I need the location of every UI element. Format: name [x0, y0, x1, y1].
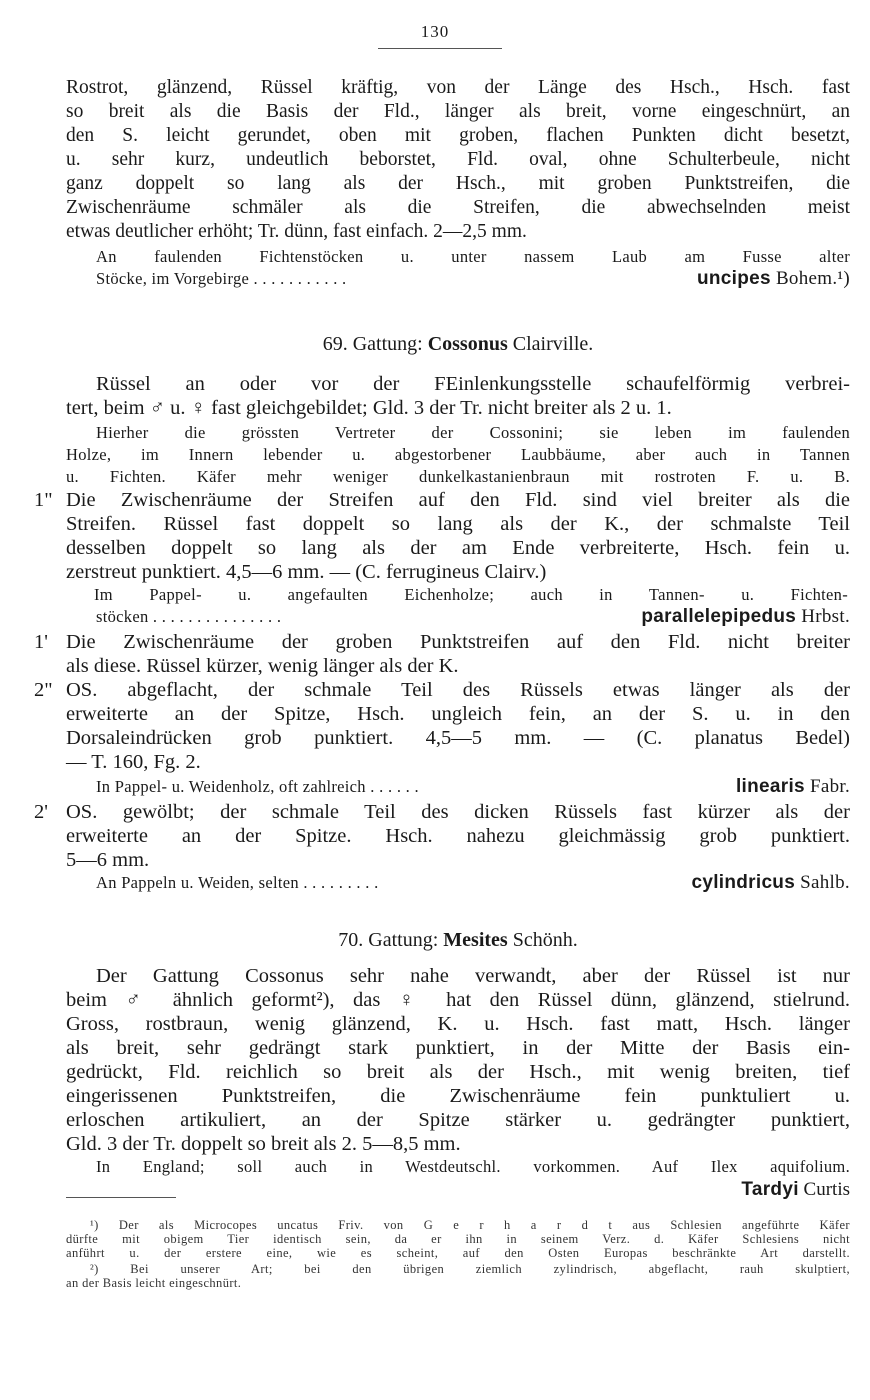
key-line: als diese. Rüssel kürzer, wenig länger als der K. [66, 655, 459, 677]
key-line: Die Zwischenräume der Streifen auf den Fld. sind viel breiter als die [66, 489, 850, 511]
species-author: Sahlb. [800, 872, 850, 893]
species-name: uncipes [696, 268, 771, 289]
key-line: Dorsaleindrücken grob punktiert. 4,5—5 mm. — (C. planatus Bedel) [66, 727, 850, 749]
species-author: Hrbst. [801, 606, 850, 627]
note-line: Hierher die grössten Vertreter der Cossonini; sie leben im faulenden [96, 423, 850, 442]
text-line: u. sehr kurz, undeutlich beborstet, Fld. oval, ohne Schulterbeule, nicht [66, 149, 850, 170]
habitat-line: Im Pappel- u. angefaulten Eichenholze; auch in Tannen- u. Fichten- [94, 585, 848, 604]
footnote-rule [66, 1197, 176, 1198]
species-line [66, 268, 850, 290]
genus-heading [66, 332, 850, 356]
text-line: tert, beim ♂ u. ♀ fast gleichgebildet; Gld. 3 der Tr. nicht breiter als 2 u. 1. [66, 397, 672, 419]
key-line: erweiterte an der Spitze. Hsch. nahezu gleichmässig grob punktiert. [66, 825, 850, 847]
key-line: OS. gewölbt; der schmale Teil des dicken Rüssels fast kürzer als der [66, 801, 850, 823]
text-line: Der Gattung Cossonus sehr nahe verwandt, aber der Rüssel ist nur [96, 965, 850, 987]
species-author: Fabr. [809, 776, 850, 797]
species-leader: stöcken . . . . . . . . . . . . . . . [96, 607, 282, 626]
species-name: parallelepipedus [641, 606, 797, 627]
key-label: 1" [34, 489, 53, 511]
key-label: 1' [34, 631, 48, 653]
key-line: OS. abgeflacht, der schmale Teil des Rüssels etwas länger als der [66, 679, 850, 701]
genus-name: Cossonus [427, 333, 508, 355]
key-line: — T. 160, Fg. 2. [66, 751, 201, 773]
genus-heading [66, 928, 850, 952]
species-leader: Stöcke, im Vorgebirge . . . . . . . . . . . [96, 269, 347, 288]
key-line: erweiterte an der Spitze, Hsch. ungleich fein, an der S. u. in den [66, 703, 850, 725]
text-line: ganz doppelt so lang als der Hsch., mit groben Punktstreifen, die [66, 173, 850, 194]
habitat-line: In England; soll auch in Westdeutschl. vorkommen. Auf Ilex aquifolium. [96, 1157, 850, 1176]
key-line: Die Zwischenräume der groben Punktstreifen auf den Fld. nicht breiter [66, 631, 850, 653]
key-line: zerstreut punktiert. 4,5—6 mm. — (C. ferrugineus Clairv.) [66, 561, 547, 583]
species-line [66, 776, 850, 798]
key-line: desselben doppelt so lang als der am Ende verbreiterte, Hsch. fein u. [66, 537, 850, 559]
genus-number: 70. Gattung: [338, 929, 439, 951]
species-name: cylindricus [691, 872, 796, 893]
species-leader: In Pappel- u. Weidenholz, oft zahlreich . . . . . . [96, 777, 419, 796]
species-line [66, 606, 850, 628]
species-line [66, 1178, 850, 1202]
text-line: Zwischenräume schmäler als die Streifen, die abwechselnden meist [66, 197, 850, 218]
species-author: Curtis [803, 1179, 850, 1200]
note-line: u. Fichten. Käfer mehr weniger dunkelkastanienbraun mit rostroten F. u. B. [66, 467, 850, 486]
key-line: Streifen. Rüssel fast doppelt so lang als der K., der schmalste Teil [66, 513, 850, 535]
footnote-line: ²) Bei unserer Art; bei den übrigen ziemlich zylindrisch, abgeflacht, rauh skulptiert, [90, 1262, 850, 1276]
genus-number: 69. Gattung: [322, 333, 423, 355]
text-line: erloschen artikuliert, an der Spitze stärker u. gedrängter punktiert, [66, 1109, 850, 1131]
text-line: etwas deutlicher erhöht; Tr. dünn, fast einfach. 2—2,5 mm. [66, 221, 527, 242]
text-line: den S. leicht gerundet, oben mit groben, flachen Punkten dicht besetzt, [66, 125, 850, 146]
key-label: 2' [34, 801, 48, 823]
species-line [66, 872, 850, 894]
species-name: linearis [735, 776, 805, 797]
species-leader: An Pappeln u. Weiden, selten . . . . . . . . . [96, 873, 379, 892]
species-name: Tardyi [741, 1179, 799, 1200]
genus-author: Schönh. [512, 929, 578, 951]
text-line: beim ♂ ähnlich geformt²), das ♀ hat den Rüssel dünn, glänzend, stielrund. [66, 989, 850, 1011]
text-line: Rostrot, glänzend, Rüssel kräftig, von der Länge des Hsch., Hsch. fast [66, 77, 850, 98]
text-line: eingerissenen Punktstreifen, die Zwischenräume fein punktuliert u. [66, 1085, 850, 1107]
genus-author: Clairville. [512, 333, 594, 355]
header-rule [378, 48, 502, 49]
text-line: so breit als die Basis der Fld., länger als breit, vorne eingeschnürt, an [66, 101, 850, 122]
footnote-line: dürfte mit obigem Tier identisch sein, da er ihn in seinem Verz. d. Käfer Schlesiens nicht [66, 1232, 850, 1246]
key-label: 2" [34, 679, 53, 701]
text-line: gedrückt, Fld. reichlich so breit als der Hsch., mit wenig breiten, tief [66, 1061, 850, 1083]
footnote-line: an der Basis leicht eingeschnürt. [66, 1276, 242, 1290]
text-line: Rüssel an oder vor der FEinlenkungsstelle schaufelförmig verbrei- [96, 373, 850, 395]
genus-name: Mesites [443, 929, 508, 951]
text-line: Gld. 3 der Tr. doppelt so breit als 2. 5—8,5 mm. [66, 1133, 461, 1155]
text-line: als breit, sehr gedrängt stark punktiert, in der Mitte der Basis ein- [66, 1037, 850, 1059]
species-author: Bohem.¹) [775, 268, 850, 289]
footnote-line: anführt u. der erstere eine, wie es scheint, auf den Osten Europas beschränkte Art darstellt. [66, 1246, 850, 1260]
key-line: 5—6 mm. [66, 849, 150, 871]
note-line: Holze, im Innern lebender u. abgestorbener Laubbäume, aber auch in Tannen [66, 445, 850, 464]
footnote-line: ¹) Der als Microcopes uncatus Friv. von G e r h a r d t aus Schlesien angeführte Käfer [90, 1218, 850, 1232]
text-line: Gross, rostbraun, wenig glänzend, K. u. Hsch. fast matt, Hsch. länger [66, 1013, 850, 1035]
habitat-line: An faulenden Fichtenstöcken u. unter nassem Laub am Fusse alter [96, 247, 850, 266]
page-number: 130 [420, 22, 450, 41]
